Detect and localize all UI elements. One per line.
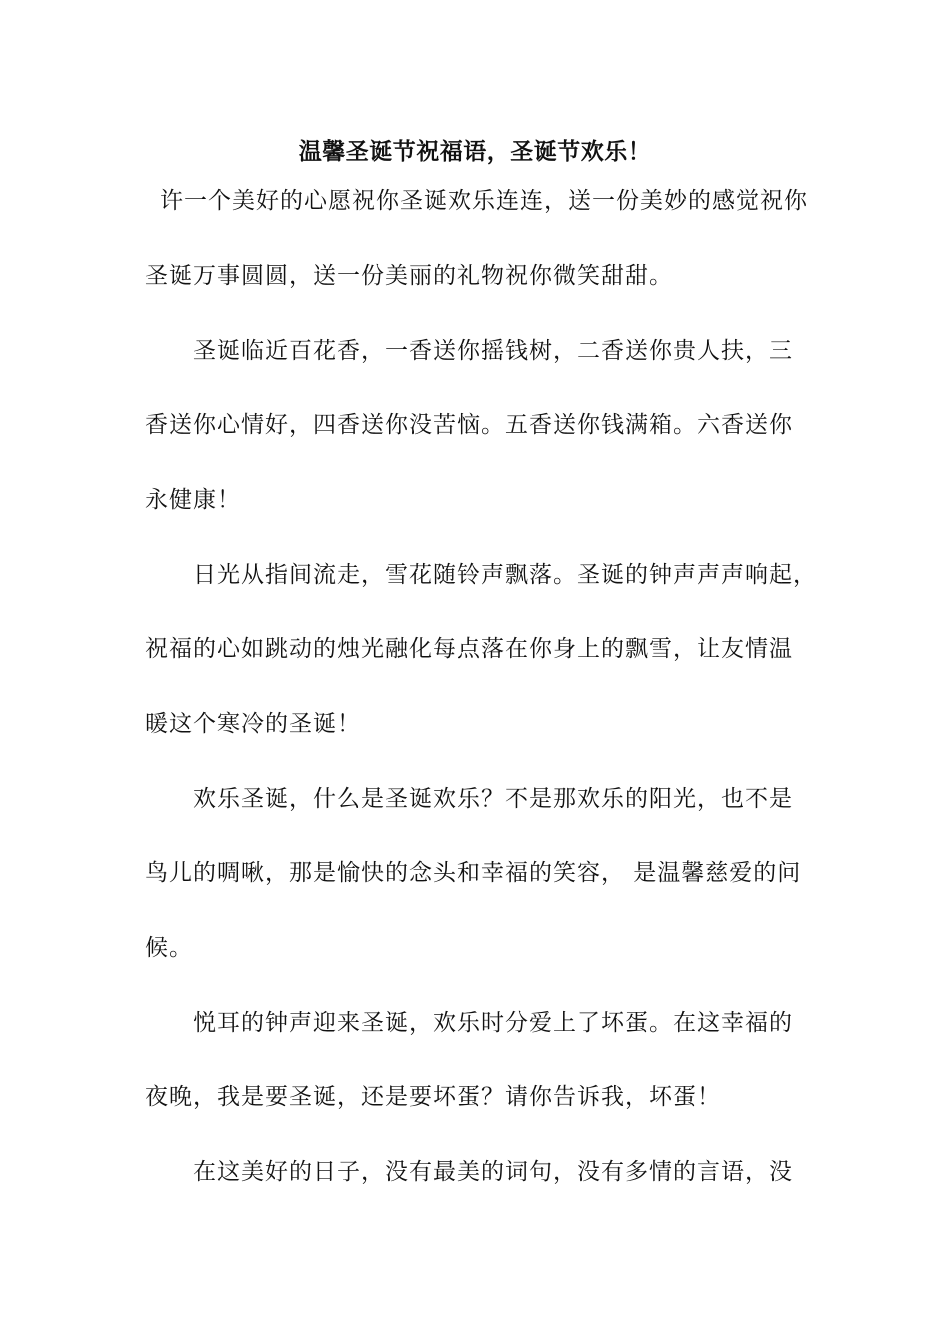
document-title: 温馨圣诞节祝福语，圣诞节欢乐！ [298, 138, 652, 165]
paragraph-line: 鸟儿的啁啾，那是愉快的念头和幸福的笑容， 是温馨慈爱的问 [145, 860, 802, 886]
paragraph-line: 欢乐圣诞，什么是圣诞欢乐？不是那欢乐的阳光，也不是 [193, 786, 793, 812]
paragraph-line: 圣诞万事圆圆，送一份美丽的礼物祝你微笑甜甜。 [145, 263, 673, 289]
paragraph-line: 候。 [145, 935, 193, 961]
paragraph-line: 悦耳的钟声迎来圣诞，欢乐时分爱上了坏蛋。在这幸福的 [193, 1010, 793, 1036]
paragraph-line: 暖这个寒冷的圣诞！ [145, 711, 361, 737]
paragraph-line: 圣诞临近百花香，一香送你摇钱树，二香送你贵人扶，三 [193, 338, 793, 364]
paragraph-line: 夜晚，我是要圣诞，还是要坏蛋？请你告诉我，坏蛋！ [145, 1084, 721, 1110]
paragraph-line: 祝福的心如跳动的烛光融化每点落在你身上的飘雪，让友情温 [145, 636, 793, 662]
paragraph-line: 香送你心情好，四香送你没苦恼。五香送你钱满箱。六香送你 [145, 412, 793, 438]
paragraph-line: 永健康！ [145, 487, 241, 513]
paragraph-line: 在这美好的日子，没有最美的词句，没有多情的言语，没 [193, 1159, 793, 1185]
paragraph-line: 许一个美好的心愿祝你圣诞欢乐连连，送一份美妙的感觉祝你 [160, 188, 808, 214]
paragraph-line: 日光从指间流走，雪花随铃声飘落。圣诞的钟声声声响起， [193, 562, 817, 588]
